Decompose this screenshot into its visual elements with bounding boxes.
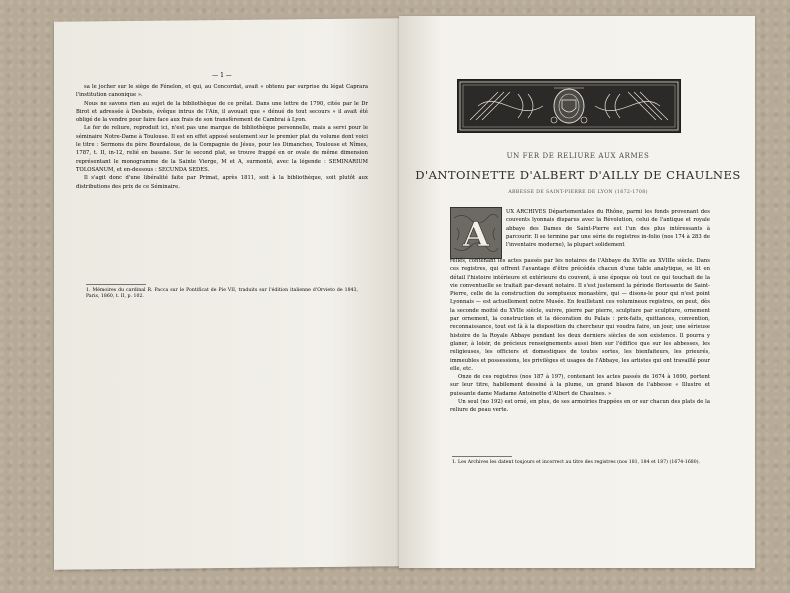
- right-first-paragraph: UX ARCHIVES Départementales du Rhône, parmi les fonds provenant des couvents lyonnais disparus avec la Révolution, celui de l'antique et royale abbaye des Dames de Saint-Pierre est l'un des plus intéressants à parcourir. Il se termine par une série de registres in-folio (nos 174 à 283 de l'inventaire moderne), la plupart solidement: [506, 209, 710, 249]
- article-title: D'ANTOINETTE D'ALBERT D'AILLY DE CHAULNES: [415, 168, 741, 182]
- left-footnote: 1. Mémoires du cardinal R. Pacca sur le Pontificat de Pie VII, traduits sur l'édition italienne d'Orvieto de 1843, Paris, 1860, t. II, p. 102.: [86, 288, 358, 300]
- left-paragraph-1: sa le jocher sur le siège de Fénelon, et qui, au Concordat, avait « obtenu par surprise du légat Caprara l'institution canonique ».: [76, 84, 368, 99]
- drop-cap-letter: A: [462, 215, 490, 255]
- ornamental-headpiece-image: [457, 79, 681, 133]
- right-paragraph-3: Un seul (no 192) est orné, en plus, de ses armoiries frappées en or sur chacun des plats de la reliure de peau verte.: [450, 399, 710, 414]
- right-footnote-rule: [452, 456, 512, 457]
- right-paragraph-1: reliés, contenant les actes passés par les notaires de l'Abbaye du XVIIe au XVIIIe siècle. Dans ces registres, qui offrent l'avantage d'être précédés chacun d'une table analytique, se lit en détail l'histoire intérieure et extérieure du couvent, à une époque où tout ce qui touchait de la vie conventuelle se traitait par-devant notaire. Il s'est justement la période florissante de Saint-Pierre, celle de la construction du somptueux monastère, qui — disons-le pour qui n'est point Lyonnais — est actuellement notre Musée. En feuilletant ces volumineux registres, on peut, dès la seconde moitié du XVIIe siècle, suivre, pierre par pierre, sculpture par sculpture, ornement par ornement, la construction et la décoration du Palais : prix-faits, quittances, convention, reconnaissance, tout est là à la disposition du chercheur qui voudra faire, un jour, une sérieuse histoire de la Royale Abbaye pendant les deux derniers siècles de son existence. Il pourra y glaner, à loisir, de précieux renseignements aussi bien sur l'édifice que sur les abbesses, les religieuses, les officiers et domestiques de toutes sortes, les bienfaiteurs, les prieurés, immeubles et possessions, les privilèges et usages de l'Abbaye, les artistes qui ont travaillé pour elle, etc.: [450, 258, 710, 372]
- right-page-text: [450, 257, 710, 415]
- left-paragraph-2: Nous ne savons rien au sujet de la bibliothèque de ce prélat. Dans une lettre de 1790, citée par le Dr Birot et adressée à Desbois, évêque intrus de l'Ain, il avouait que « dénué de tout secours » il avait été obligé de la vendre pour faire face aux frais de son transfèrement de Cambrai à Lyon.: [76, 100, 368, 124]
- right-paragraph-2: Onze de ces registres (nos 187 à 197), contenant les actes passés de 1674 à 1690, portent sur leur titre, habilement dessiné à la plume, un grand blason de l'abbesse « Illustre et puissante dame Madame Antoinette d'Albert de Chaulnes. »: [450, 374, 710, 397]
- left-page-number: — 1 —: [212, 72, 232, 79]
- right-footnote: 1. Les Archives les datent toujours et incorrect au titre des registres (nos 181, 184 et 187) (1674-1680).: [452, 460, 701, 465]
- article-subtitle: ABBESSE DE SAINT-PIERRE DE LYON (1672-1708): [508, 190, 648, 195]
- left-paragraph-4: Il s'agit donc d'une libéralité faite par Primat, après 1811, soit à la bibliothèque, soit plutôt aux distributions des prix de ce Séminaire.: [76, 175, 368, 190]
- left-page-text: [76, 72, 368, 191]
- left-footnote-rule: [86, 284, 146, 285]
- article-kicker: UN FER DE RELIURE AUX ARMES: [506, 152, 650, 160]
- left-paragraph-3: Le fer de reliure, reproduit ici, n'est pas une marque de bibliothèque personnelle, mais a servi pour le séminaire Notre-Dame à Toulouse. Il est en effet apposé seulement sur le premier plat du volume dont voici le titre : Sermons du père Bourdaloue, de la Compagnie de Jésus, pour les Dimanches, Toulouse et Nîmes, 1787, t. II, in-12, relié en basane. Sur le second plat, se trouve frappé en or ovale de même dimension représentant le monogramme de la Sainte Vierge, M et A, surmonté, avec la légende : SEMINARIUM TOLOSANUM, et en-dessous : SECUNDA SEDES.: [76, 125, 368, 173]
- drop-cap-image: [450, 207, 502, 259]
